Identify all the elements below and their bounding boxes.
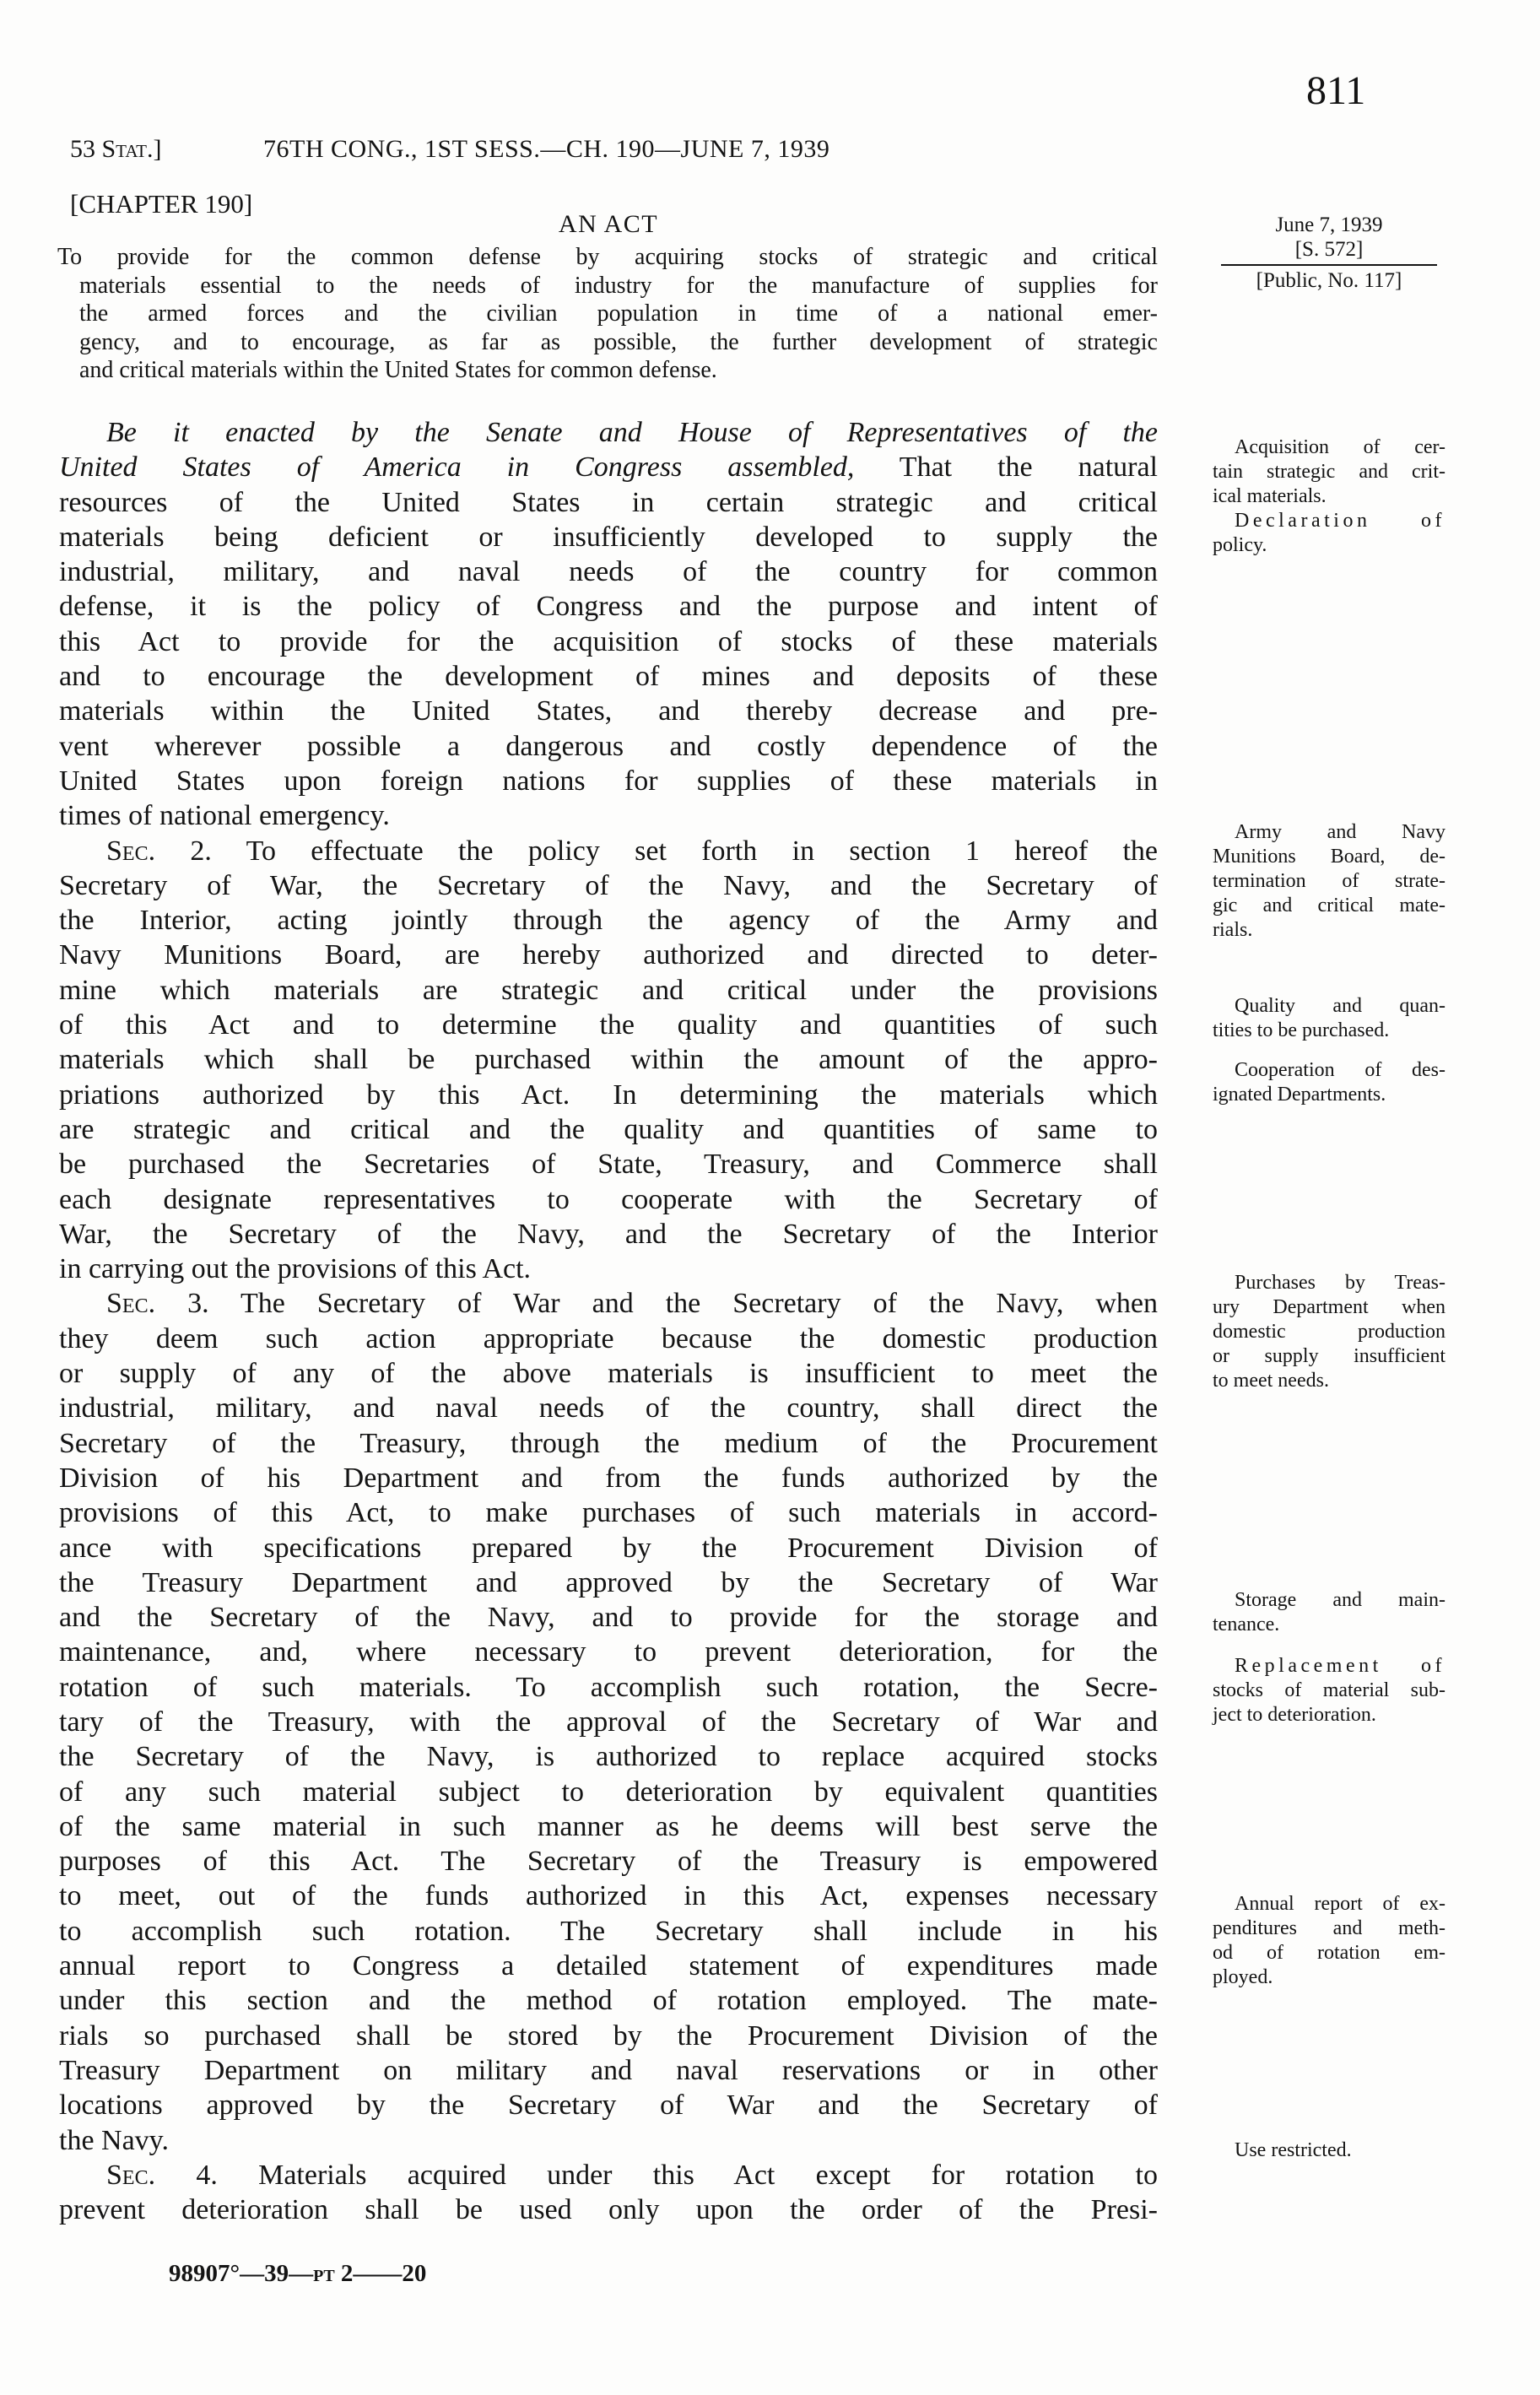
text-line: United States upon foreign nations for supplies of these materials in [59, 765, 1158, 797]
text-line: penditures and meth- [1213, 1917, 1445, 1939]
text-line: annual report to Congress a detailed statement of expenditures made [59, 1950, 1158, 1982]
text-line: to accomplish such rotation. The Secretary shall include in his [59, 1915, 1158, 1947]
text-line: rotation of such materials. To accomplish such rotation, the Secre- [59, 1671, 1158, 1703]
margin-note-header [1213, 213, 1445, 293]
text-line: Navy Munitions Board, are hereby authorized and directed to deter- [59, 939, 1158, 971]
margin-note [1213, 994, 1445, 1043]
text-line: vent wherever possible a dangerous and costly dependence of the [59, 730, 1158, 762]
text-line: of any such material subject to deterioration by equivalent quantities [59, 1776, 1158, 1808]
text-line: Army and Navy [1235, 821, 1445, 843]
text-line: the Interior, acting jointly through the agency of the Army and [59, 905, 1158, 937]
running-head: 76TH CONG., 1ST SESS.—CH. 190—JUNE 7, 1939 [263, 135, 830, 163]
text-line: gency, and to encourage, as far as possible, the further development of strategic [79, 328, 1158, 355]
text-line: industrial, military, and naval needs of the country for common [59, 556, 1158, 588]
text-line: materials within the United States, and thereby decrease and pre- [59, 695, 1158, 727]
text-line: rials. [1213, 919, 1253, 941]
text-line: od of rotation em- [1213, 1942, 1445, 1964]
text-line: Secretary of War, the Secretary of the Navy, and the Secretary of [59, 869, 1158, 901]
chapter-heading: [CHAPTER 190] [70, 189, 253, 219]
text-line: stocks of material sub- [1213, 1679, 1445, 1701]
text-line: each designate representatives to cooperate with the Secretary of [59, 1183, 1158, 1215]
bill-number: [S. 572] [1294, 238, 1364, 261]
text-line: or supply insufficient [1213, 1345, 1445, 1367]
text-line: the Secretary of the Navy, is authorized to replace acquired stocks [59, 1741, 1158, 1773]
text-line: mine which materials are strategic and critical under the provisions [59, 974, 1158, 1006]
margin-note [1213, 1654, 1445, 1727]
text-line: materials which shall be purchased within the amount of the appro- [59, 1044, 1158, 1076]
text-line: Declaration of [1235, 510, 1445, 532]
text-line: and to encourage the development of mines and deposits of these [59, 661, 1158, 693]
act-title: AN ACT [558, 210, 659, 238]
text-line: under this section and the method of rotation employed. The mate- [59, 1985, 1158, 2017]
text-line: this Act to provide for the acquisition of stocks of these materials [59, 625, 1158, 657]
text-line: resources of the United States in certain strategic and critical [59, 486, 1158, 518]
text-line: policy. [1213, 534, 1267, 556]
margin-note [1213, 1058, 1445, 1107]
text-line: Secretary of the Treasury, through the medium of the Procurement [59, 1427, 1158, 1459]
text-line: to meet needs. [1213, 1370, 1329, 1392]
text-line: prevent deterioration shall be used only upon the order of the Presi- [59, 2194, 1158, 2226]
text-line: in carrying out the provisions of this Act. [59, 1253, 532, 1285]
text-line: priations authorized by this Act. In determining the materials which [59, 1079, 1158, 1111]
margin-note [1213, 435, 1445, 558]
text-line: Sec. 2. To effectuate the policy set forth in section 1 hereof the [106, 835, 1158, 867]
text-line: War, the Secretary of the Navy, and the Secretary of the Interior [59, 1218, 1158, 1250]
text-line: maintenance, and, where necessary to prevent deterioration, for the [59, 1636, 1158, 1668]
text-line: the Navy. [59, 2124, 169, 2156]
text-line: rials so purchased shall be stored by the Procurement Division of the [59, 2019, 1158, 2052]
text-line: tain strategic and crit- [1213, 461, 1445, 483]
text-line: and critical materials within the United States for common defense. [79, 357, 717, 384]
text-line: Purchases by Treas- [1235, 1272, 1445, 1294]
text-line: and the Secretary of the Navy, and to provide for the storage and [59, 1602, 1158, 1634]
text-line: materials essential to the needs of industry for the manufacture of supplies for [79, 272, 1158, 299]
text-line: Division of his Department and from the funds authorized by the [59, 1462, 1158, 1494]
act-date: June 7, 1939 [1275, 214, 1383, 236]
text-line: or supply of any of the above materials is insufficient to meet the [59, 1358, 1158, 1390]
act-preamble [57, 243, 1158, 385]
text-line: materials being deficient or insufficiently developed to supply the [59, 521, 1158, 553]
text-line: Sec. 4. Materials acquired under this Act except for rotation to [106, 2159, 1158, 2191]
text-line: ury Department when [1213, 1296, 1445, 1318]
page-number: 811 [1306, 68, 1366, 113]
text-line: defense, it is the policy of Congress and the purpose and intent of [59, 591, 1158, 623]
text-line: to meet, out of the funds authorized in this Act, expenses necessary [59, 1880, 1158, 1912]
text-line: of this Act and to determine the quality and quantities of such [59, 1009, 1158, 1041]
text-line: provisions of this Act, to make purchases of such materials in accord- [59, 1497, 1158, 1529]
text-line: ance with specifications prepared by the Procurement Division of [59, 1532, 1158, 1564]
text-line: ignated Departments. [1213, 1084, 1386, 1106]
text-line: ject to deterioration. [1213, 1704, 1376, 1726]
text-line: Cooperation of des- [1235, 1059, 1445, 1081]
text-line: Munitions Board, de- [1213, 846, 1445, 868]
text-line: Use restricted. [1235, 2139, 1352, 2161]
text-line: ical materials. [1213, 485, 1327, 507]
volume-citation: 53 Stat.] [70, 135, 162, 163]
text-line: Storage and main- [1235, 1589, 1445, 1611]
divider [1221, 264, 1437, 266]
margin-note [1213, 1892, 1445, 1990]
text-line: of the same material in such manner as he deems will best serve the [59, 1810, 1158, 1842]
margin-note [1213, 1271, 1445, 1393]
text-line: industrial, military, and naval needs of the country, shall direct the [59, 1392, 1158, 1425]
text-line: Replacement of [1235, 1655, 1445, 1677]
text-line: To provide for the common defense by acquiring stocks of strategic and critical [57, 244, 1158, 270]
text-line: they deem such action appropriate because the domestic production [59, 1322, 1158, 1354]
text-line: are strategic and critical and the quality and quantities of same to [59, 1113, 1158, 1145]
text-line: tary of the Treasury, with the approval of the Secretary of War and [59, 1706, 1158, 1738]
text-line: domestic production [1213, 1321, 1445, 1343]
text-line: be purchased the Secretaries of State, Treasury, and Commerce shall [59, 1149, 1158, 1181]
text-line: Sec. 3. The Secretary of War and the Secretary of the Navy, when [106, 1288, 1158, 1320]
text-line: Treasury Department on military and naval reservations or in other [59, 2054, 1158, 2086]
text-line: Be it enacted by the Senate and House of Representatives of the [106, 417, 1158, 448]
text-line: tities to be purchased. [1213, 1019, 1390, 1041]
printer-imprint: 98907°—39—pt 2——20 [169, 2260, 427, 2287]
public-law-number: [Public, No. 117] [1256, 269, 1402, 292]
text-line: times of national emergency. [59, 800, 390, 832]
text-line: Quality and quan- [1235, 995, 1445, 1017]
text-line: Acquisition of cer- [1235, 436, 1445, 458]
act-body-text [59, 415, 1158, 2227]
margin-note [1213, 820, 1445, 943]
text-line: United States of America in Congress assembled, That the natural [59, 451, 1159, 484]
text-line: gic and critical mate- [1213, 895, 1445, 916]
text-line: ployed. [1213, 1966, 1273, 1988]
text-line: Annual report of ex- [1235, 1893, 1445, 1915]
text-line: the Treasury Department and approved by the Secretary of War [59, 1566, 1158, 1598]
margin-note [1213, 2138, 1445, 2163]
text-line: purposes of this Act. The Secretary of the Treasury is empowered [59, 1846, 1158, 1878]
text-line: locations approved by the Secretary of War and the Secretary of [59, 2090, 1158, 2122]
margin-note [1213, 1588, 1445, 1637]
text-line: termination of strate- [1213, 870, 1445, 892]
text-line: the armed forces and the civilian population in time of a national emer- [79, 300, 1158, 327]
text-line: tenance. [1213, 1614, 1280, 1635]
